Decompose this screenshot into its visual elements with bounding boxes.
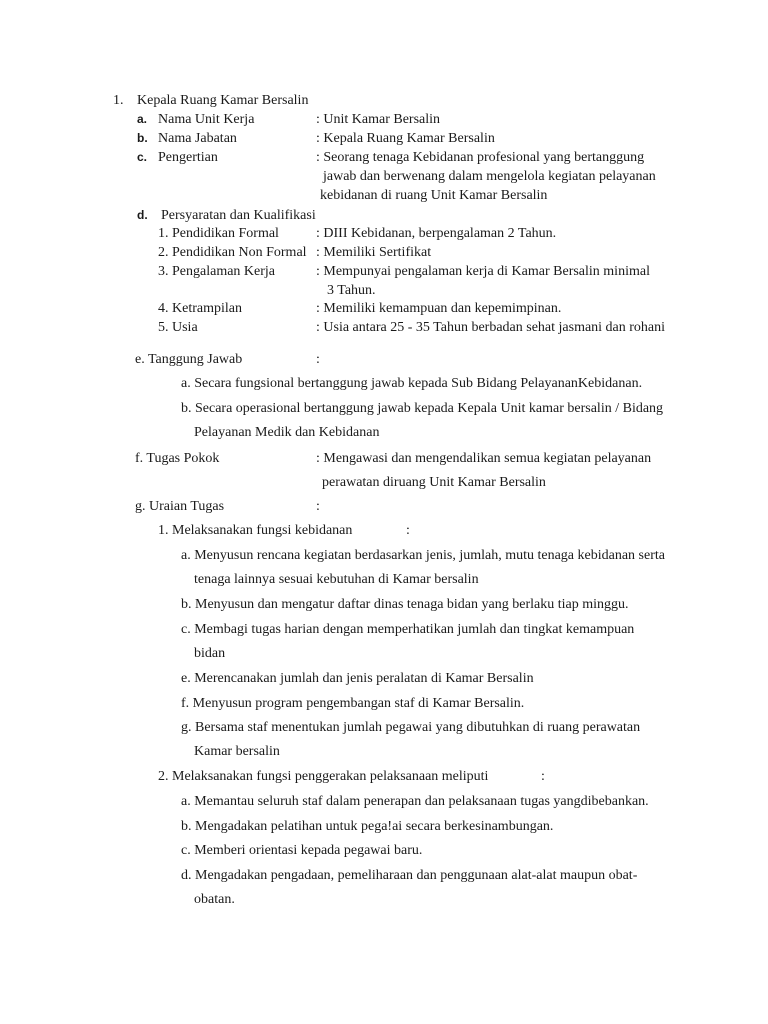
text-line xyxy=(0,546,768,565)
text-line xyxy=(0,644,768,663)
field-value: : Usia antara 25 - 35 Tahun berbadan sehat jasmani dan rohani xyxy=(316,320,666,335)
list-marker: d. xyxy=(137,208,148,222)
text-line xyxy=(0,148,768,167)
line-text: 5. Usia xyxy=(158,320,198,335)
text-line xyxy=(0,620,768,639)
line-text: g. Uraian Tugas xyxy=(135,499,225,514)
line-text: a. Menyusun rencana kegiatan berdasarkan jenis, jumlah, mutu tenaga kebidanan serta xyxy=(181,548,665,563)
text-line xyxy=(0,866,768,885)
line-text: b. Mengadakan pelatihan untuk pega!ai secara berkesinambungan. xyxy=(181,819,554,834)
text-line xyxy=(0,521,768,540)
field-value: : xyxy=(316,499,320,514)
field-value: Persyaratan dan Kualifikasi xyxy=(161,208,316,223)
line-text: f. Tugas Pokok xyxy=(135,451,220,466)
line-text: bidan xyxy=(194,646,226,661)
field-value: : Seorang tenaga Kebidanan profesional yang bertanggung xyxy=(316,150,645,165)
line-text: e. Merencanakan jumlah dan jenis peralatan di Kamar Bersalin xyxy=(181,671,534,686)
line-text: Pelayanan Medik dan Kebidanan xyxy=(194,425,380,440)
line-text: obatan. xyxy=(194,892,235,907)
text-line xyxy=(0,186,768,205)
line-text: 4. Ketrampilan xyxy=(158,301,242,316)
field-value: Kepala Ruang Kamar Bersalin xyxy=(137,93,309,108)
text-line xyxy=(0,281,768,300)
line-text: kebidanan di ruang Unit Kamar Bersalin xyxy=(320,188,548,203)
line-text: b. Menyusun dan mengatur daftar dinas tenaga bidan yang berlaku tiap minggu. xyxy=(181,597,629,612)
line-text: 2. Melaksanakan fungsi penggerakan pelaksanaan meliputi xyxy=(158,769,489,784)
text-line xyxy=(0,262,768,281)
text-line xyxy=(0,399,768,418)
line-text: f. Menyusun program pengembangan staf di Kamar Bersalin. xyxy=(181,696,525,711)
text-line xyxy=(0,110,768,129)
field-value: : xyxy=(541,769,545,784)
text-line xyxy=(0,167,768,186)
list-marker: b. xyxy=(137,131,148,145)
text-line xyxy=(0,742,768,761)
line-text: c. Membagi tugas harian dengan memperhatikan jumlah dan tingkat kemampuan xyxy=(181,622,635,637)
text-line xyxy=(0,767,768,786)
line-text: 1. Pendidikan Formal xyxy=(158,226,279,241)
field-value: : DIII Kebidanan, berpengalaman 2 Tahun. xyxy=(316,226,557,241)
line-text: e. Tanggung Jawab xyxy=(135,352,243,367)
text-line xyxy=(0,243,768,262)
text-line xyxy=(0,129,768,148)
field-value: : Mengawasi dan mengendalikan semua kegiatan pelayanan xyxy=(316,451,652,466)
text-line xyxy=(0,890,768,909)
line-text: b. Secara operasional bertanggung jawab kepada Kepala Unit kamar bersalin / Bidang xyxy=(181,401,664,416)
text-line xyxy=(0,473,768,492)
text-line xyxy=(0,841,768,860)
field-value: : Memiliki Sertifikat xyxy=(316,245,432,260)
line-text: 2. Pendidikan Non Formal xyxy=(158,245,307,260)
text-line xyxy=(0,91,768,110)
field-value: Nama Jabatan xyxy=(158,131,237,146)
line-text: Kamar bersalin xyxy=(194,744,280,759)
list-marker: a. xyxy=(137,112,148,126)
text-line xyxy=(0,423,768,442)
text-line xyxy=(0,718,768,737)
field-value: : Kepala Ruang Kamar Bersalin xyxy=(316,131,495,146)
line-text: 3. Pengalaman Kerja xyxy=(158,264,276,279)
text-line xyxy=(0,792,768,811)
line-text: c. Memberi orientasi kepada pegawai baru. xyxy=(181,843,423,858)
line-text: tenaga lainnya sesuai kebutuhan di Kamar bersalin xyxy=(194,572,479,587)
text-line xyxy=(0,497,768,516)
line-text: 1. xyxy=(113,93,124,108)
text-line xyxy=(0,206,768,225)
list-marker: c. xyxy=(137,150,148,164)
text-line xyxy=(0,350,768,369)
text-line xyxy=(0,595,768,614)
text-line xyxy=(0,224,768,243)
field-value: : xyxy=(316,352,320,367)
text-line xyxy=(0,570,768,589)
line-text: 1. Melaksanakan fungsi kebidanan xyxy=(158,523,353,538)
field-value: Nama Unit Kerja xyxy=(158,112,255,127)
line-text: g. Bersama staf menentukan jumlah pegawai yang dibutuhkan di ruang perawatan xyxy=(181,720,641,735)
line-text: a. Secara fungsional bertanggung jawab kepada Sub Bidang PelayananKebidanan. xyxy=(181,376,643,391)
line-text: 3 Tahun. xyxy=(327,283,376,298)
text-line xyxy=(0,669,768,688)
line-text: d. Mengadakan pengadaan, pemeliharaan dan penggunaan alat-alat maupun obat- xyxy=(181,868,638,883)
text-line xyxy=(0,694,768,713)
text-line xyxy=(0,318,768,337)
text-line xyxy=(0,817,768,836)
field-value: : Unit Kamar Bersalin xyxy=(316,112,441,127)
line-text: perawatan diruang Unit Kamar Bersalin xyxy=(322,475,546,490)
line-text: jawab dan berwenang dalam mengelola kegiatan pelayanan xyxy=(323,169,656,184)
text-line xyxy=(0,299,768,318)
text-line xyxy=(0,449,768,468)
field-value: : xyxy=(406,523,410,538)
line-text: a. Memantau seluruh staf dalam penerapan dan pelaksanaan tugas yangdibebankan. xyxy=(181,794,649,809)
field-value: : Mempunyai pengalaman kerja di Kamar Bersalin minimal xyxy=(316,264,650,279)
field-value: Pengertian xyxy=(158,150,218,165)
field-value: : Memiliki kemampuan dan kepemimpinan. xyxy=(316,301,562,316)
text-line xyxy=(0,374,768,393)
